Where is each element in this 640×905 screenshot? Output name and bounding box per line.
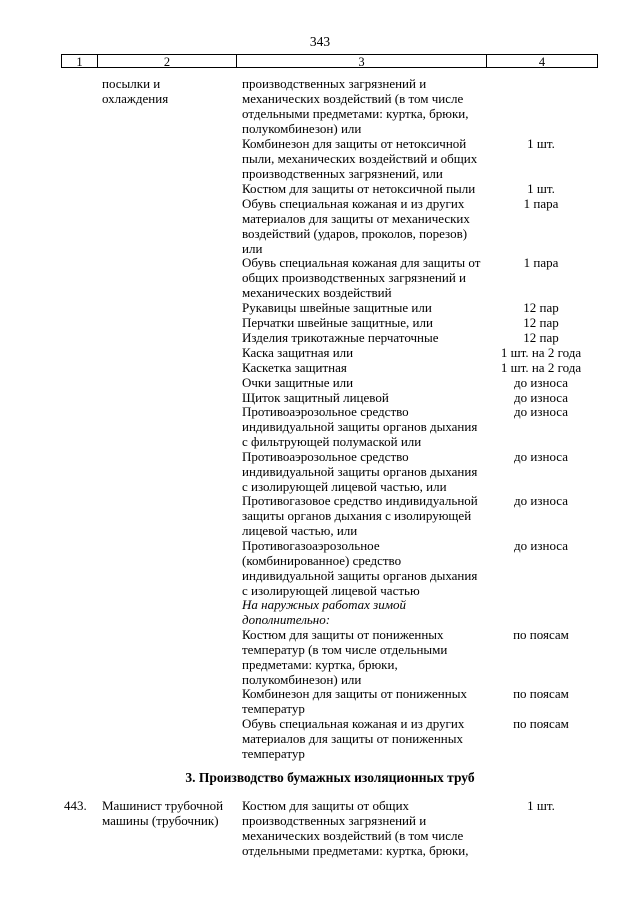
ppe-item	[242, 628, 502, 688]
item-line: Очки защитные или	[242, 375, 354, 390]
page-number: 343	[309, 34, 331, 49]
item-line: полукомбинезон) или	[242, 120, 362, 136]
item-quantity: до износа	[514, 538, 568, 553]
item-line: производственных загрязнений, или	[242, 165, 443, 181]
item-line: Обувь специальная кожаная и из других	[242, 196, 465, 211]
item-line: предметами: куртка, брюки,	[242, 656, 398, 672]
item-line: температур (в том числе отдельными	[242, 641, 448, 657]
position-continuation	[102, 77, 242, 107]
item-quantity: 1 шт.	[527, 136, 555, 151]
ppe-item	[242, 182, 502, 197]
ppe-item	[242, 405, 502, 450]
item-line: с изолирующей лицевой частью	[242, 582, 420, 598]
ppe-item	[242, 494, 502, 539]
item-line: общих производственных загрязнений и	[242, 269, 467, 285]
item-line: (комбинированное) средство	[242, 552, 402, 568]
item-line: пыли, механических воздействий и общих	[242, 150, 478, 166]
item-line: полукомбинезон) или	[242, 671, 362, 687]
entry-quantity: 1 шт.	[527, 798, 555, 813]
item-line: Каска защитная или	[242, 345, 354, 360]
item-quantity: 1 шт. на 2 года	[500, 360, 582, 375]
item-quantity: до износа	[514, 375, 568, 390]
position-line: Машинист трубочной	[102, 798, 224, 813]
section-title: 3. Производство бумажных изоляционных труб	[185, 770, 475, 785]
item-line: Костюм для защиты от общих	[242, 798, 410, 813]
item-quantity: по поясам	[513, 686, 569, 701]
item-line: с изолирующей лицевой частью, или	[242, 478, 447, 494]
item-line: температур	[242, 745, 305, 761]
item-line: Противоаэрозольное средство	[242, 404, 409, 419]
position-line: машины (трубочник)	[102, 812, 219, 828]
column-header-1: 1	[62, 55, 98, 67]
item-quantity: 12 пар	[523, 330, 559, 345]
item-line: производственных загрязнений и	[242, 76, 427, 91]
item-line: механических воздействий (в том числе	[242, 827, 464, 843]
item-line: отдельными предметами: куртка, брюки,	[242, 842, 469, 858]
position-line: посылки и	[102, 76, 161, 91]
item-quantity: 1 шт.	[527, 181, 555, 196]
item-line: дополнительно:	[242, 611, 331, 627]
item-line: индивидуальной защиты органов дыхания	[242, 567, 478, 583]
item-line: Противогазоаэрозольное	[242, 538, 380, 553]
entry-number: 443.	[64, 798, 87, 813]
item-line: защиты органов дыхания с изолирующей	[242, 507, 472, 523]
item-quantity: 12 пар	[523, 315, 559, 330]
item-line: Противогазовое средство индивидуальной	[242, 493, 478, 508]
item-line: Каскетка защитная	[242, 360, 347, 375]
ppe-item	[242, 539, 502, 599]
item-line: Комбинезон для защиты от нетоксичной	[242, 136, 467, 151]
item-line: Комбинезон для защиты от пониженных	[242, 686, 467, 701]
column-header-4: 4	[538, 55, 546, 69]
ppe-item	[242, 687, 502, 717]
column-header-row	[61, 54, 598, 68]
ppe-item	[242, 137, 502, 182]
ppe-item	[242, 717, 502, 762]
item-quantity: 1 пара	[523, 255, 559, 270]
item-line: Костюм для защиты от нетоксичной пыли	[242, 181, 476, 196]
item-line: Противоаэрозольное средство	[242, 449, 409, 464]
ppe-item	[242, 331, 502, 346]
item-line: с фильтрующей полумаской или	[242, 433, 422, 449]
item-quantity: 12 пар	[523, 300, 559, 315]
column-header-3: 3	[237, 55, 487, 67]
item-line: отдельными предметами: куртка, брюки,	[242, 105, 469, 121]
entry-position	[102, 799, 242, 829]
ppe-item	[242, 361, 502, 376]
item-line: лицевой частью, или	[242, 522, 358, 538]
item-line: механических воздействий	[242, 284, 392, 300]
position-line: охлаждения	[102, 90, 169, 106]
item-quantity: 1 пара	[523, 196, 559, 211]
item-line: индивидуальной защиты органов дыхания	[242, 463, 478, 479]
ppe-item	[242, 197, 502, 257]
item-line: Рукавицы швейные защитные или	[242, 300, 432, 315]
item-line: Обувь специальная кожаная для защиты от	[242, 255, 481, 270]
ppe-item	[242, 77, 502, 137]
item-line: производственных загрязнений и	[242, 812, 427, 828]
item-line: Изделия трикотажные перчаточные	[242, 330, 439, 345]
item-line: механических воздействий (в том числе	[242, 90, 464, 106]
item-line: На наружных работах зимой	[242, 597, 407, 612]
item-quantity: 1 шт. на 2 года	[500, 345, 582, 360]
item-line: Костюм для защиты от пониженных	[242, 627, 444, 642]
item-line: материалов для защиты от пониженных	[242, 730, 463, 746]
ppe-item	[242, 316, 502, 331]
ppe-item	[242, 301, 502, 316]
item-line: Перчатки швейные защитные, или	[242, 315, 433, 330]
item-line: воздействий (ударов, проколов, порезов)	[242, 225, 468, 241]
column-header-2: 2	[98, 55, 237, 67]
item-quantity: по поясам	[513, 627, 569, 642]
ppe-item	[242, 256, 502, 301]
item-quantity: до износа	[514, 449, 568, 464]
ppe-item	[242, 450, 502, 495]
item-quantity: по поясам	[513, 716, 569, 731]
item-line: материалов для защиты от механических	[242, 210, 470, 226]
item-line: Щиток защитный лицевой	[242, 390, 389, 405]
item-quantity: до износа	[514, 390, 568, 405]
entry-items	[242, 799, 502, 859]
item-quantity: до износа	[514, 404, 568, 419]
item-line: Обувь специальная кожаная и из других	[242, 716, 465, 731]
ppe-item	[242, 346, 502, 361]
item-line: температур	[242, 700, 305, 716]
ppe-item	[242, 376, 502, 391]
item-line: индивидуальной защиты органов дыхания	[242, 418, 478, 434]
ppe-item	[242, 598, 502, 628]
item-quantity: до износа	[514, 493, 568, 508]
item-line: или	[242, 240, 263, 256]
